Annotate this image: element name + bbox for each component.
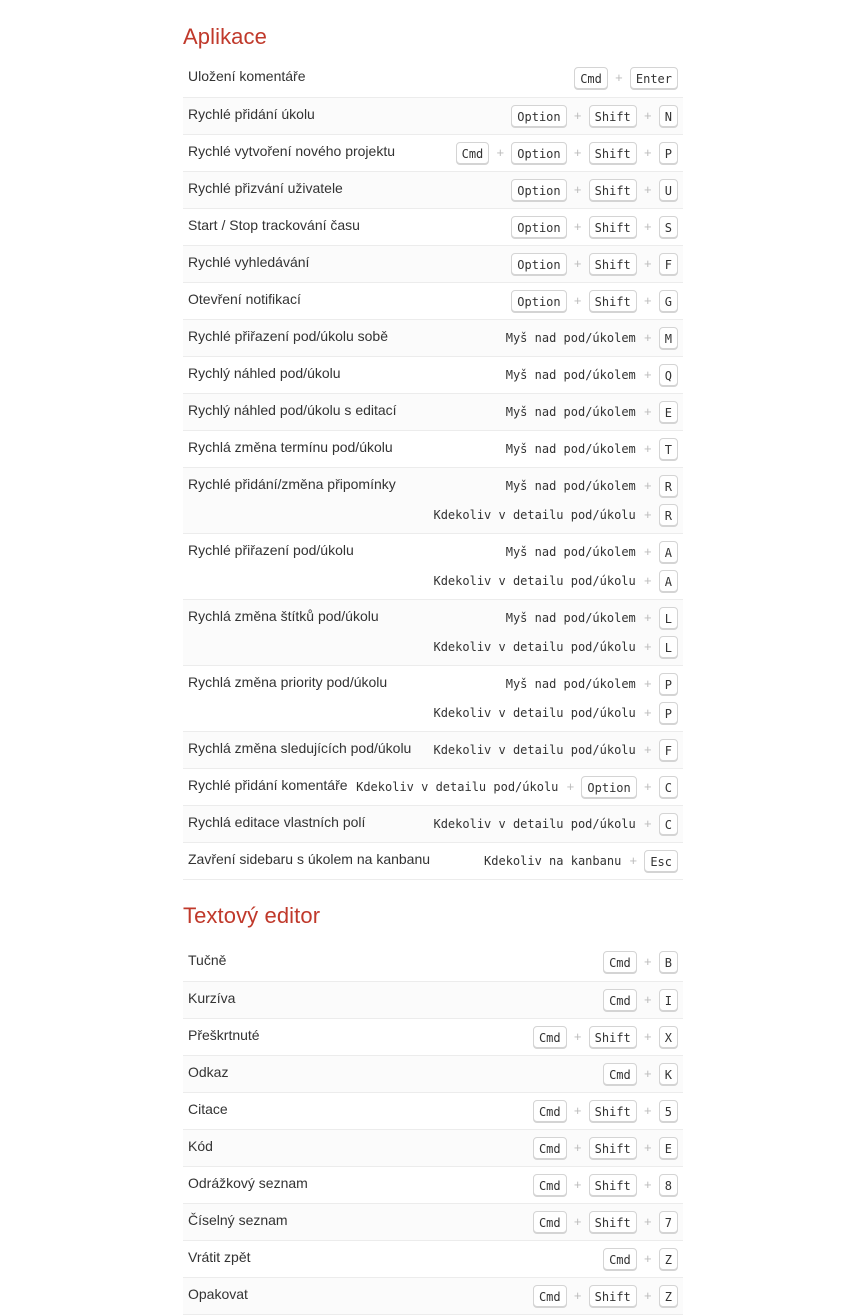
key-context: Kdekoliv v detailu pod/úkolu — [433, 706, 636, 720]
shortcut-keys — [603, 1061, 678, 1087]
key-cap: S — [659, 216, 678, 238]
shortcut-keys — [432, 539, 678, 594]
shortcut-keys — [533, 1283, 678, 1309]
shortcut-row — [183, 944, 683, 981]
key-combo — [533, 1024, 678, 1050]
plus-separator: + — [573, 108, 582, 123]
shortcut-row — [183, 599, 683, 665]
key-combo — [505, 671, 678, 697]
key-context: Myš nad pod/úkolem — [505, 368, 636, 382]
shortcut-keys — [533, 1135, 678, 1161]
key-combo — [533, 1172, 678, 1198]
key-cap: P — [659, 142, 678, 164]
key-context: Myš nad pod/úkolem — [505, 331, 636, 345]
plus-separator: + — [496, 145, 505, 160]
plus-separator: + — [573, 219, 582, 234]
key-cap: X — [659, 1026, 678, 1048]
key-cap: Shift — [589, 1211, 637, 1233]
key-cap: K — [659, 1063, 678, 1085]
shortcut-keys — [505, 399, 678, 425]
plus-separator: + — [573, 1288, 582, 1303]
key-combo — [533, 1135, 678, 1161]
key-cap: Cmd — [603, 1248, 637, 1270]
shortcut-keys — [603, 987, 678, 1013]
plus-separator: + — [643, 1066, 652, 1081]
plus-separator: + — [573, 256, 582, 271]
shortcut-keys — [533, 1209, 678, 1235]
shortcut-row — [183, 356, 683, 393]
key-cap: Cmd — [603, 951, 637, 973]
key-cap: M — [659, 327, 678, 349]
shortcut-label: Rychlé přiřazení pod/úkolu sobě — [188, 328, 389, 344]
shortcut-row — [183, 1092, 683, 1129]
shortcut-row — [183, 981, 683, 1018]
shortcut-row — [183, 1129, 683, 1166]
key-cap: 7 — [659, 1211, 678, 1233]
plus-separator: + — [573, 1214, 582, 1229]
shortcut-row — [183, 60, 683, 97]
shortcut-label: Uložení komentáře — [188, 68, 306, 84]
key-cap: 5 — [659, 1100, 678, 1122]
key-combo — [603, 1061, 678, 1087]
key-cap: U — [659, 179, 678, 201]
shortcut-label: Rychlé vyhledávání — [188, 254, 310, 270]
key-cap: Cmd — [533, 1285, 567, 1307]
shortcut-keys — [533, 1098, 678, 1124]
plus-separator: + — [643, 145, 652, 160]
key-combo — [432, 811, 678, 837]
plus-separator: + — [643, 676, 652, 691]
key-cap: Option — [511, 105, 566, 127]
shortcut-label: Zavření sidebaru s úkolem na kanbanu — [188, 851, 431, 867]
key-combo — [505, 325, 678, 351]
plus-separator: + — [573, 182, 582, 197]
key-cap: C — [659, 776, 678, 798]
shortcut-row — [183, 467, 683, 533]
key-combo — [511, 214, 678, 240]
key-combo — [603, 949, 678, 975]
key-combo — [505, 473, 678, 499]
plus-separator: + — [566, 779, 575, 794]
plus-separator: + — [573, 293, 582, 308]
key-context: Kdekoliv na kanbanu — [484, 854, 622, 868]
key-context: Myš nad pod/úkolem — [505, 545, 636, 559]
key-cap: Option — [511, 290, 566, 312]
shortcut-row — [183, 134, 683, 171]
plus-separator: + — [643, 404, 652, 419]
key-cap: R — [659, 504, 678, 526]
key-context: Kdekoliv v detailu pod/úkolu — [433, 574, 636, 588]
key-cap: E — [659, 1137, 678, 1159]
shortcut-label: Citace — [188, 1101, 228, 1117]
shortcuts-page — [183, 0, 683, 1315]
shortcut-row — [183, 533, 683, 599]
plus-separator: + — [643, 816, 652, 831]
key-combo — [505, 436, 678, 462]
plus-separator: + — [643, 507, 652, 522]
shortcut-label: Rychlá změna štítků pod/úkolu — [188, 608, 379, 624]
shortcut-keys — [533, 1172, 678, 1198]
key-combo — [432, 502, 678, 528]
shortcut-keys — [603, 949, 678, 975]
key-cap: G — [659, 290, 678, 312]
shortcut-row — [183, 1055, 683, 1092]
plus-separator: + — [643, 573, 652, 588]
shortcut-row — [183, 1277, 683, 1314]
key-cap: Shift — [589, 253, 637, 275]
plus-separator: + — [643, 293, 652, 308]
key-cap: Esc — [644, 850, 678, 872]
shortcut-label: Vrátit zpět — [188, 1249, 251, 1265]
key-cap: Option — [581, 776, 636, 798]
plus-separator: + — [573, 1140, 582, 1155]
key-cap: Option — [511, 179, 566, 201]
shortcut-row — [183, 731, 683, 768]
section-title-aplikace: Aplikace — [183, 24, 267, 49]
plus-separator: + — [643, 954, 652, 969]
key-cap: Shift — [589, 1137, 637, 1159]
key-cap: Option — [511, 253, 566, 275]
key-cap: L — [659, 636, 678, 658]
shortcut-label: Otevření notifikací — [188, 291, 301, 307]
shortcut-keys — [511, 177, 678, 203]
key-combo — [483, 848, 678, 874]
plus-separator: + — [643, 182, 652, 197]
key-cap: Shift — [589, 179, 637, 201]
key-combo — [505, 399, 678, 425]
shortcut-keys — [456, 140, 678, 166]
shortcut-row — [183, 842, 683, 879]
key-cap: R — [659, 475, 678, 497]
key-combo — [603, 1246, 678, 1272]
shortcut-label: Start / Stop trackování času — [188, 217, 360, 233]
shortcut-keys — [505, 362, 678, 388]
key-combo — [511, 177, 678, 203]
shortcut-label: Rychlá editace vlastních polí — [188, 814, 366, 830]
shortcut-label: Rychlá změna sledujících pod/úkolu — [188, 740, 412, 756]
key-cap: Shift — [589, 216, 637, 238]
plus-separator: + — [573, 1103, 582, 1118]
key-cap: P — [659, 673, 678, 695]
shortcut-label: Rychlý náhled pod/úkolu s editací — [188, 402, 397, 418]
plus-separator: + — [643, 330, 652, 345]
key-cap: A — [659, 541, 678, 563]
key-context: Myš nad pod/úkolem — [505, 677, 636, 691]
shortcut-keys — [511, 251, 678, 277]
shortcut-keys — [432, 605, 678, 660]
key-combo — [432, 737, 678, 763]
key-cap: Shift — [589, 1174, 637, 1196]
shortcut-keys — [432, 671, 678, 726]
key-cap: N — [659, 105, 678, 127]
shortcut-keys — [432, 737, 678, 763]
key-combo — [533, 1283, 678, 1309]
key-context: Kdekoliv v detailu pod/úkolu — [433, 817, 636, 831]
shortcut-keys — [432, 473, 678, 528]
key-cap: Cmd — [456, 142, 490, 164]
plus-separator: + — [643, 610, 652, 625]
shortcut-label: Rychlý náhled pod/úkolu — [188, 365, 341, 381]
plus-separator: + — [573, 1177, 582, 1192]
shortcut-keys — [432, 811, 678, 837]
shortcut-label: Číselný seznam — [188, 1212, 288, 1228]
plus-separator: + — [615, 70, 623, 85]
key-context: Myš nad pod/úkolem — [505, 611, 636, 625]
key-cap: I — [659, 989, 678, 1011]
key-cap: 8 — [659, 1174, 678, 1196]
shortcut-keys — [511, 214, 678, 240]
shortcut-label: Tučně — [188, 952, 227, 968]
shortcut-row — [183, 1203, 683, 1240]
plus-separator: + — [643, 544, 652, 559]
key-cap: B — [659, 951, 678, 973]
shortcut-keys — [511, 288, 678, 314]
shortcut-label: Rychlé přiřazení pod/úkolu — [188, 542, 354, 558]
key-cap: Cmd — [533, 1174, 567, 1196]
key-cap: Cmd — [533, 1137, 567, 1159]
key-combo — [355, 774, 678, 800]
key-combo — [603, 987, 678, 1013]
key-combo — [533, 1098, 678, 1124]
key-combo — [432, 634, 678, 660]
plus-separator: + — [643, 779, 652, 794]
key-cap: Shift — [589, 290, 637, 312]
key-cap: T — [659, 438, 678, 460]
shortcut-keys — [511, 103, 678, 129]
shortcut-label: Rychlá změna termínu pod/úkolu — [188, 439, 393, 455]
shortcut-label: Odkaz — [188, 1064, 229, 1080]
key-combo — [533, 1209, 678, 1235]
key-combo — [505, 539, 678, 565]
shortcut-row — [183, 430, 683, 467]
shortcut-row — [183, 393, 683, 430]
key-combo — [511, 288, 678, 314]
plus-separator: + — [643, 992, 652, 1007]
key-context: Myš nad pod/úkolem — [505, 442, 636, 456]
key-cap: Shift — [589, 105, 637, 127]
plus-separator: + — [643, 1214, 652, 1229]
plus-separator: + — [643, 1029, 652, 1044]
shortcut-label: Kurzíva — [188, 990, 236, 1006]
plus-separator: + — [643, 742, 652, 757]
key-cap: Cmd — [533, 1100, 567, 1122]
key-cap: Cmd — [533, 1211, 567, 1233]
shortcut-label: Rychlé vytvoření nového projektu — [188, 143, 395, 159]
key-cap: Cmd — [533, 1026, 567, 1048]
plus-separator: + — [643, 1103, 652, 1118]
key-cap: E — [659, 401, 678, 423]
shortcut-row — [183, 1166, 683, 1203]
key-cap: F — [659, 739, 678, 761]
plus-separator: + — [643, 1140, 652, 1155]
key-cap: Q — [659, 364, 678, 386]
plus-separator: + — [643, 705, 652, 720]
shortcut-row — [183, 768, 683, 805]
key-context: Kdekoliv v detailu pod/úkolu — [356, 780, 559, 794]
shortcut-keys — [483, 848, 678, 874]
key-combo — [511, 251, 678, 277]
shortcut-keys — [603, 1246, 678, 1272]
key-cap: Enter — [630, 67, 678, 89]
shortcut-label: Přeškrtnuté — [188, 1027, 260, 1043]
plus-separator: + — [643, 367, 652, 382]
shortcut-row — [183, 1240, 683, 1277]
shortcut-keys — [505, 436, 678, 462]
key-combo — [432, 568, 678, 594]
key-cap: Shift — [589, 1100, 637, 1122]
shortcut-row — [183, 171, 683, 208]
shortcut-list-aplikace — [183, 60, 683, 880]
plus-separator: + — [643, 1251, 652, 1266]
key-combo — [505, 362, 678, 388]
shortcut-row — [183, 282, 683, 319]
shortcut-keys — [574, 65, 678, 91]
key-cap: Shift — [589, 1026, 637, 1048]
shortcut-keys — [533, 1024, 678, 1050]
key-cap: Shift — [589, 142, 637, 164]
key-cap: Z — [659, 1248, 678, 1270]
plus-separator: + — [643, 108, 652, 123]
section-title-textovy-editor: Textový editor — [183, 903, 321, 928]
key-combo — [574, 65, 678, 91]
shortcut-label: Kód — [188, 1138, 213, 1154]
key-combo — [456, 140, 678, 166]
shortcut-row — [183, 319, 683, 356]
shortcut-label: Rychlé přidání komentáře — [188, 777, 348, 793]
plus-separator: + — [643, 219, 652, 234]
shortcut-label: Odrážkový seznam — [188, 1175, 308, 1191]
key-cap: A — [659, 570, 678, 592]
key-cap: Option — [511, 142, 566, 164]
key-context: Myš nad pod/úkolem — [505, 405, 636, 419]
shortcut-row — [183, 1018, 683, 1055]
key-cap: Cmd — [574, 67, 608, 89]
key-cap: Cmd — [603, 1063, 637, 1085]
shortcut-row — [183, 245, 683, 282]
key-cap: P — [659, 702, 678, 724]
key-cap: Z — [659, 1285, 678, 1307]
key-combo — [505, 605, 678, 631]
key-cap: C — [659, 813, 678, 835]
shortcut-label: Rychlé přidání úkolu — [188, 106, 315, 122]
key-context: Kdekoliv v detailu pod/úkolu — [433, 640, 636, 654]
plus-separator: + — [643, 1288, 652, 1303]
plus-separator: + — [643, 639, 652, 654]
plus-separator: + — [643, 1177, 652, 1192]
plus-separator: + — [643, 256, 652, 271]
key-cap: L — [659, 607, 678, 629]
shortcut-row — [183, 208, 683, 245]
key-combo — [511, 103, 678, 129]
key-cap: Cmd — [603, 989, 637, 1011]
shortcut-keys — [505, 325, 678, 351]
key-cap: F — [659, 253, 678, 275]
plus-separator: + — [573, 145, 582, 160]
shortcut-label: Rychlá změna priority pod/úkolu — [188, 674, 388, 690]
plus-separator: + — [629, 853, 638, 868]
shortcut-row — [183, 665, 683, 731]
key-combo — [432, 700, 678, 726]
plus-separator: + — [643, 441, 652, 456]
shortcut-row — [183, 97, 683, 134]
shortcut-label: Rychlé přidání/změna připomínky — [188, 476, 396, 492]
shortcut-keys — [355, 774, 678, 800]
plus-separator: + — [573, 1029, 582, 1044]
key-context: Kdekoliv v detailu pod/úkolu — [433, 743, 636, 757]
shortcut-list-textovy-editor — [183, 944, 683, 1315]
shortcut-label: Rychlé přizvání uživatele — [188, 180, 343, 196]
key-cap: Option — [511, 216, 566, 238]
key-context: Kdekoliv v detailu pod/úkolu — [433, 508, 636, 522]
key-context: Myš nad pod/úkolem — [505, 479, 636, 493]
key-cap: Shift — [589, 1285, 637, 1307]
shortcut-label: Opakovat — [188, 1286, 248, 1302]
shortcut-row — [183, 805, 683, 842]
plus-separator: + — [643, 478, 652, 493]
